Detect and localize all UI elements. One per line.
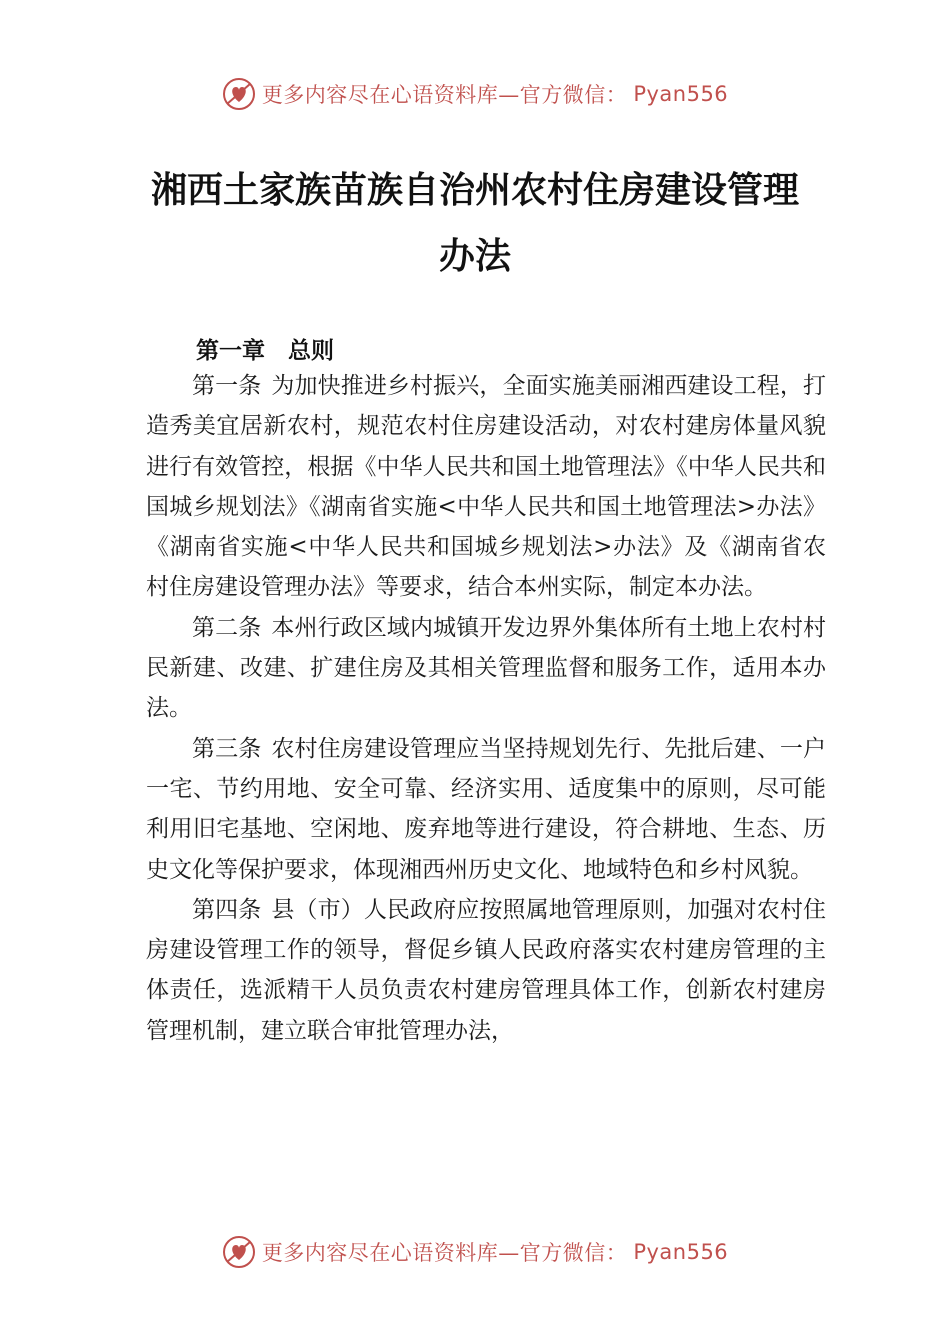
- heart-logo-icon: [222, 77, 256, 111]
- document-title-line2: 办法: [438, 235, 511, 277]
- article-label: 第一条: [192, 373, 262, 399]
- article-paragraph: [146, 608, 826, 729]
- article-text: 本州行政区域内城镇开发边界外集体所有土地上农村村民新建、改建、扩建住房及其相关管理监督和服务工作，适用本办法。: [146, 614, 827, 722]
- document-title-line1: 湘西土家族苗族自治州农村住房建设管理: [150, 169, 799, 211]
- watermark-banner-bottom: [0, 1232, 950, 1272]
- heart-logo-icon: [222, 1235, 256, 1269]
- article-text: 为加快推进乡村振兴，全面实施美丽湘西建设工程，打造秀美宜居新农村，规范农村住房建设活动，对农村建房体量风貌进行有效管控，根据《中华人民共和国土地管理法》《中华人民共和国城乡规划法》《湖南省实施<中华人民共和国土地管理法>办法》《湖南省实施<中华人民共和国城乡规划法>办法》及《湖南省农村住房建设管理办法》等要求，结合本州实际，制定本办法。: [146, 373, 827, 601]
- watermark-code: Pyan556: [633, 1240, 729, 1264]
- watermark-banner-top: [0, 74, 950, 114]
- document-body: [146, 366, 826, 1051]
- article-paragraph: [146, 366, 826, 608]
- article-text: 县（市）人民政府应按照属地管理原则，加强对农村住房建设管理工作的领导，督促乡镇人民政府落实农村建房管理的主体责任，选派精干人员负责农村建房管理具体工作，创新农村建房管理机制，建立联合审批管理办法，: [146, 896, 827, 1044]
- article-paragraph: [146, 890, 826, 1051]
- article-label: 第四条: [192, 896, 262, 923]
- watermark-code: Pyan556: [633, 82, 729, 106]
- watermark-text: 更多内容尽在心语资料库—官方微信：: [261, 1241, 628, 1265]
- article-paragraph: [146, 729, 826, 890]
- article-label: 第三条: [192, 735, 262, 762]
- article-text: 农村住房建设管理应当坚持规划先行、先批后建、一户一宅、节约用地、安全可靠、经济实用、适度集中的原则，尽可能利用旧宅基地、空闲地、废弃地等进行建设，符合耕地、生态、历史文化等保护要求，体现湘西州历史文化、地域特色和乡村风貌。: [146, 735, 827, 883]
- chapter-heading: 第一章 总则: [196, 338, 334, 364]
- watermark-text: 更多内容尽在心语资料库—官方微信：: [261, 83, 628, 107]
- article-label: 第二条: [192, 614, 262, 641]
